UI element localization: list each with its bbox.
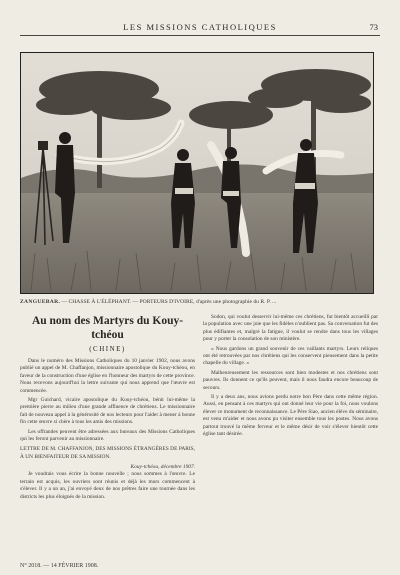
journal-title: LES MISSIONS CATHOLIQUES	[123, 22, 277, 32]
right-column	[203, 314, 378, 441]
issue-footer: N° 2018. — 14 FÉVRIER 1908.	[20, 563, 99, 569]
page-number: 73	[369, 22, 378, 32]
letter-paragraph: Je voudrais vous écrire la bonne nouvelle ; nous sommes à l'œuvre. Le terrain est acquis, les ouvriers sont réunis et déjà les murs commencent à s'élever. Il y a un an, j'ai envoyé deux de nos prêtres faire une tournée dans les districts les plus éloignés de la mission.	[20, 471, 195, 500]
photograph	[20, 52, 374, 294]
letter-heading: LETTRE DE M. CHAFFANJON, DES MISSIONS ÉTRANGÈRES DE PARIS, À UN BIENFAITEUR DE SA MISSION.	[20, 446, 195, 460]
running-head	[20, 21, 380, 36]
body-paragraph: Sodon, qui voulut desservir lui-même ces chrétiens, fut bientôt accueilli par la population avec une joie que les fidèles n'oublient pas. Sa conversation fut des plus édifiantes et, malgré la fatigue, il voulut se rendre dans tous les villages pour y porter la consolation de son ministère.	[203, 314, 378, 343]
body-paragraph: Il y a deux ans, nous avions perdu notre bon Père dans cette même région. Aussi, en pensant à ces martyrs qui ont donné leur vie pour la foi, nous voulons élever ce monument de reconnaissance. Le Père Siao, ancien élève du séminaire, est venu m'aider et nous avons pu visiter ensemble tous les postes. Nous avons partout trouvé la même ferveur et le même désir de voir s'élever bientôt cette église tant désirée.	[203, 394, 378, 438]
caption-place: ZANGUEBAR.	[20, 299, 61, 305]
body-paragraph: Malheureusement les ressources sont bien modestes et nos chrétiens sont pauvres. Ils donnent ce qu'ils peuvent, mais il nous faudra encore beaucoup de secours.	[203, 369, 378, 391]
article-subtitle: (CHINE)	[89, 345, 126, 353]
body-paragraph: « Nous gardons un grand souvenir de ces vaillants martyrs. Leurs reliques ont été retrouvées par nos chrétiens qui les conservent pieusement dans la petite chapelle du village. »	[203, 345, 378, 367]
caption-text: — CHASSE À L'ÉLÉPHANT. — PORTEURS D'IVOIRE, d'après une photographie du R. P. ...	[61, 299, 277, 305]
intro-paragraph: Les offrandes peuvent être adressées aux bureaux des Missions Catholiques qui les feront parvenir au missionnaire.	[20, 428, 195, 443]
ivory-porters-photo	[21, 53, 373, 293]
photo-caption	[20, 298, 380, 307]
intro-paragraph: Mgr Guichard, vicaire apostolique du Kouy-tchéou, bénit lui-même la première pierre au milieu d'une grande affluence de chrétiens. Le missionnaire fait de nouveau appel à la générosité de nos lecteurs pour l'aider à mener à bonne fin cette œuvre si chère à tous les amis des missions.	[20, 397, 195, 426]
intro-paragraph: Dans le numéro des Missions Catholiques du 10 janvier 1902, nous avons publié un appel de M. Chaffanjon, missionnaire apostolique du Kouy-tchéou, en faveur de la construction d'une église en l'honneur des martyrs de cette province. Nous recevons aujourd'hui la lettre suivante qui nous apprend que l'œuvre est commencée.	[20, 358, 195, 394]
left-column	[20, 314, 195, 503]
article-title: Au nom des Martyrs du Kouy-tchéou	[31, 315, 184, 341]
letter-dateline: Kouy-tchéou, décembre 1907.	[130, 464, 195, 471]
